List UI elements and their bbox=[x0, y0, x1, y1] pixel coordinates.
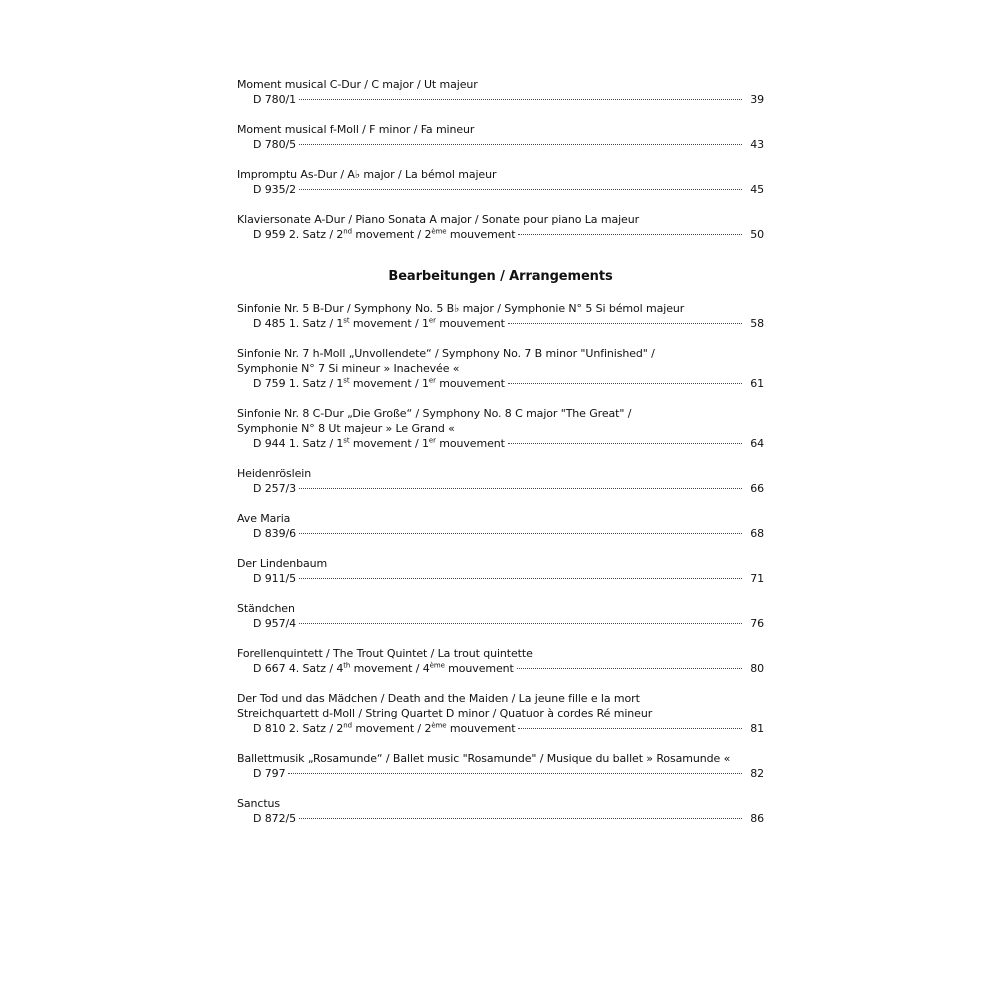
page-number: 71 bbox=[750, 572, 764, 585]
dot-leader bbox=[299, 189, 742, 190]
toc-bottom-group bbox=[237, 301, 764, 826]
page-number: 58 bbox=[750, 317, 764, 330]
toc-entry bbox=[237, 796, 764, 826]
toc-entry bbox=[237, 122, 764, 152]
entry-title: Impromptu As-Dur / A♭ major / La bémol majeur bbox=[237, 168, 497, 181]
dot-leader bbox=[508, 323, 742, 324]
entry-ref-line bbox=[237, 811, 764, 826]
section-heading: Bearbeitungen / Arrangements bbox=[388, 269, 613, 284]
entry-ref: D 797 bbox=[253, 767, 286, 780]
entry-ref: D 780/5 bbox=[253, 138, 296, 151]
toc-entry bbox=[237, 751, 764, 781]
toc-entry bbox=[237, 212, 764, 242]
page-number: 66 bbox=[750, 482, 764, 495]
entry-ref-line bbox=[237, 571, 764, 586]
entry-ref-line bbox=[237, 92, 764, 107]
entry-ref-line bbox=[237, 227, 764, 242]
entry-title: Der Lindenbaum bbox=[237, 557, 328, 570]
dot-leader bbox=[299, 144, 742, 145]
entry-title: Sinfonie Nr. 7 h-Moll „Unvollendete“ / Symphony No. 7 B minor "Unfinished" / bbox=[237, 347, 655, 360]
entry-ref: D 957/4 bbox=[253, 617, 296, 630]
page-number: 86 bbox=[750, 812, 764, 825]
entry-title: Ständchen bbox=[237, 602, 295, 615]
entry-title: Heidenröslein bbox=[237, 467, 312, 480]
entry-ref: D 944 1. Satz / 1st movement / 1er mouvement bbox=[253, 436, 505, 450]
entry-ref-line bbox=[237, 436, 764, 451]
entry-title: Moment musical C-Dur / C major / Ut majeur bbox=[237, 78, 478, 91]
entry-ref: D 872/5 bbox=[253, 812, 296, 825]
toc-entry bbox=[237, 646, 764, 676]
entry-title: Klaviersonate A-Dur / Piano Sonata A major / Sonate pour piano La majeur bbox=[237, 213, 640, 226]
entry-ref: D 839/6 bbox=[253, 527, 296, 540]
entry-title: Sanctus bbox=[237, 797, 281, 810]
page-number: 61 bbox=[750, 377, 764, 390]
entry-ref-line bbox=[237, 137, 764, 152]
toc-entry bbox=[237, 167, 764, 197]
entry-ref: D 780/1 bbox=[253, 93, 296, 106]
dot-leader bbox=[299, 578, 742, 579]
entry-title: Ballettmusik „Rosamunde“ / Ballet music "Rosamunde" / Musique du ballet » Rosamunde « bbox=[237, 752, 731, 765]
entry-ref: D 911/5 bbox=[253, 572, 296, 585]
entry-title: Sinfonie Nr. 5 B-Dur / Symphony No. 5 B♭ major / Symphonie N° 5 Si bémol majeur bbox=[237, 302, 685, 315]
entry-title: Forellenquintett / The Trout Quintet / La trout quintette bbox=[237, 647, 533, 660]
dot-leader bbox=[517, 668, 742, 669]
toc-entry bbox=[237, 601, 764, 631]
entry-ref-line bbox=[237, 721, 764, 736]
toc-entry bbox=[237, 556, 764, 586]
entry-ref: D 810 2. Satz / 2nd movement / 2ème mouvement bbox=[253, 721, 516, 735]
entry-ref-line bbox=[237, 182, 764, 197]
toc-entry bbox=[237, 301, 764, 331]
entry-title: Sinfonie Nr. 8 C-Dur „Die Große“ / Symphony No. 8 C major "The Great" / bbox=[237, 407, 632, 420]
entry-ref: D 935/2 bbox=[253, 183, 296, 196]
entry-title: Der Tod und das Mädchen / Death and the Maiden / La jeune fille e la mort bbox=[237, 692, 640, 705]
entry-ref: D 959 2. Satz / 2nd movement / 2ème mouvement bbox=[253, 227, 516, 241]
dot-leader bbox=[299, 533, 742, 534]
page-number: 50 bbox=[750, 228, 764, 241]
page-number: 64 bbox=[750, 437, 764, 450]
entry-ref: D 759 1. Satz / 1st movement / 1er mouvement bbox=[253, 376, 505, 390]
dot-leader bbox=[518, 234, 742, 235]
entry-ref-line bbox=[237, 481, 764, 496]
page-number: 80 bbox=[750, 662, 764, 675]
entry-ref-line bbox=[237, 616, 764, 631]
toc-entry bbox=[237, 691, 764, 736]
page-number: 68 bbox=[750, 527, 764, 540]
dot-leader bbox=[299, 818, 742, 819]
entry-ref-line bbox=[237, 661, 764, 676]
toc-entry bbox=[237, 511, 764, 541]
entry-ref-line bbox=[237, 526, 764, 541]
entry-ref-line bbox=[237, 766, 764, 781]
entry-ref: D 257/3 bbox=[253, 482, 296, 495]
dot-leader bbox=[508, 443, 742, 444]
page-number: 82 bbox=[750, 767, 764, 780]
toc-top-group bbox=[237, 77, 764, 242]
dot-leader bbox=[518, 728, 742, 729]
entry-ref-line bbox=[237, 376, 764, 391]
page-number: 45 bbox=[750, 183, 764, 196]
entry-ref-line bbox=[237, 316, 764, 331]
entry-ref: D 667 4. Satz / 4th movement / 4ème mouvement bbox=[253, 661, 514, 675]
page-number: 39 bbox=[750, 93, 764, 106]
page-number: 76 bbox=[750, 617, 764, 630]
toc-entry bbox=[237, 346, 764, 391]
toc-entry bbox=[237, 466, 764, 496]
entry-title: Ave Maria bbox=[237, 512, 291, 525]
dot-leader bbox=[299, 99, 742, 100]
dot-leader bbox=[299, 623, 742, 624]
dot-leader bbox=[299, 488, 742, 489]
page-number: 81 bbox=[750, 722, 764, 735]
entry-title-continued: Symphonie N° 8 Ut majeur » Le Grand « bbox=[237, 422, 455, 435]
entry-title: Moment musical f-Moll / F minor / Fa mineur bbox=[237, 123, 475, 136]
entry-title-continued: Streichquartett d-Moll / String Quartet D minor / Quatuor à cordes Ré mineur bbox=[237, 707, 653, 720]
dot-leader bbox=[508, 383, 742, 384]
entry-ref: D 485 1. Satz / 1st movement / 1er mouvement bbox=[253, 316, 505, 330]
table-of-contents bbox=[237, 77, 764, 826]
toc-entry bbox=[237, 406, 764, 451]
entry-title-continued: Symphonie N° 7 Si mineur » Inachevée « bbox=[237, 362, 460, 375]
dot-leader bbox=[288, 773, 742, 774]
toc-entry bbox=[237, 77, 764, 107]
page-number: 43 bbox=[750, 138, 764, 151]
